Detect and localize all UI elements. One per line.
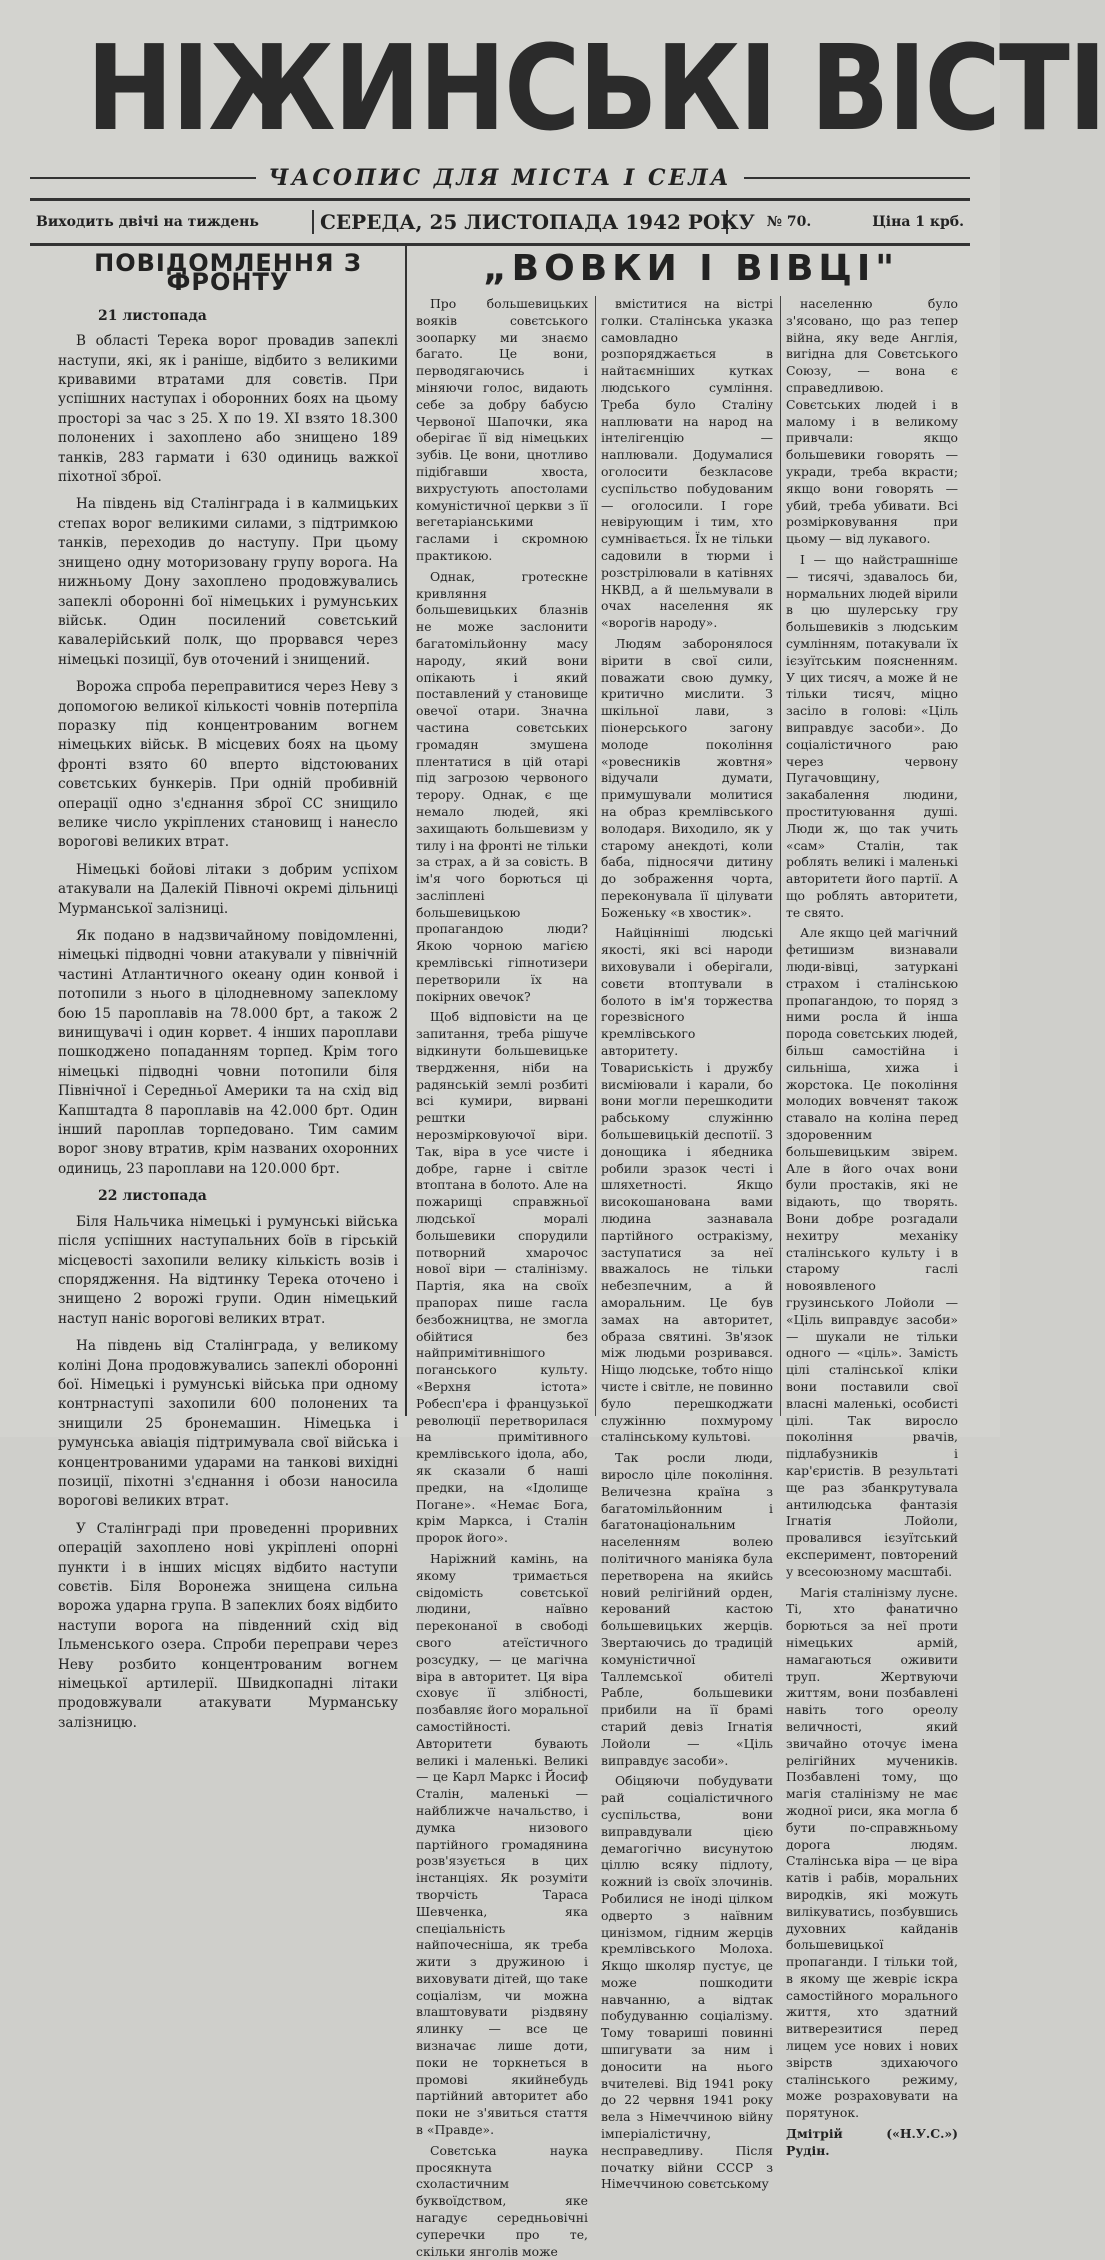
paragraph: Як подано в надзвичайному повідомленні, німецькі підводні човни атакували у північній частині Атлантичного океану один конвой і потопили з нього в цілодневному запеклому бою 15 пароплавів на 78.000 брт, а також 2 винищувачі і один корвет. 4 інших пароплави пошкоджено попаданням торпед. Крім того німецькі підводні човни потопили біля Північної і Середньої Америки та на схід від Капштадта 8 пароплавів на 42.000 брт. Один інший пароплав торпедовано. Тим самим ворог знову втратив, крім названих охоронних одиниць, 23 пароплави на 120.000 брт.: [58, 928, 398, 1177]
paragraph: Обіцяючи побудувати рай соціалістичного суспільства, вони виправдували цією демагогічно висунутою ціллю всяку підлоту, кожний із своїх злочинів. Робилися не іноді цілком одверто з наївним цинізмом, гідним жерців кремлівського Молоха. Якщо школяр пустує, це може пошкодити навчанню, а відтак побудуванню соціалізму. Тому товариші повинні шпигувати за ним і доносити на нього вчителеві. Від 1941 року до 22 червня 1941 року вела з Німеччиною війну імперіалістичну, несправедливу. Після початку війни СССР з Німеччиною совєтському: [601, 1773, 773, 2192]
issue-number: № 70.: [766, 214, 812, 230]
frequency: Виходить двічі на тиждень: [36, 214, 259, 230]
subtitle-rule-left: [30, 177, 256, 179]
article-column-2: [601, 296, 773, 2192]
subtitle-bar: [30, 160, 970, 196]
column-divider: [780, 296, 781, 1416]
paragraph: Магія сталінізму лусне. Ті, хто фанатично борються за неї проти німецьких армій, намагаються оживити труп. Жертвуючи життям, вони позбавлені навіть того ореолу величності, який звичайно оточує імена релігійних мучеників. Позбавлені тому, що магія сталінізму не має жодної риси, яка могла б бути по-справжньому дорога людям. Сталінська віра — це віра катів і рабів, моральних виродків, які можуть вилікуватись, позбувшись духовних кайданів большевицької пропаганди. І тільки той, в якому ще жевріє іскра самостійного морального життя, хто здатний витверезитися перед лицем усе нових і нових звірств здихаючого сталінського режиму, може розраховувати на порятунок.: [786, 1584, 958, 2121]
paragraph: Наріжний камінь, на якому тримається свідомість совєтської людини, наївно переконаної в свободі свого атеїстичного розсудку, — це магічна віра в авторитет. Ця віра сховує її злібності, позбавляє його моральної самостійності. Авторитети бувають великі і маленькі. Великі — це Карл Маркс і Йосиф Сталін, маленькі — найближче начальство, і думка низового партійного громадянина розв'язується в цих інстанціях. Як розуміти творчість Тараса Шевченка, яка спеціальність найпочесніша, як треба жити з дружиною і виховувати дітей, що таке соціалізм, чи можна влаштовувати різдвяну ялинку — все це визначає лише доти, поки не торкнеться в промові якийнебудь партійний авторитет або поки не з'явиться стаття в «Правде».: [416, 1550, 588, 2138]
paragraph: Найцінніші людські якості, які всі народи виховували і оберігали, совєти втоптували в болото в ім'я торжества горезвісного кремлівського авторитету. Товариськість і дружбу висміювали і карали, бо вони могли перешкодити рабському служінню большевицькій деспотії. З донощика і ябедника робили зразок честі і шляхетності. Якщо високошанована вами людина зазнавала партійного остракізму, заступатися за неї вважалось не тільки небезпечним, а й аморальним. Це був замах на авторитет, образа святині. Зв'язок між людьми розривався. Ніщо людське, тобто ніщо чисте і світле, не повинно було перешкоджати служінню похмурому сталінському культові.: [601, 925, 773, 1445]
newspaper-title: НІЖИНСЬКІ ВІСТІ: [86, 19, 1105, 157]
paragraph: Совєтська наука просякнута схоластичним буквоїдством, яке нагадує середньовічні суперечки про те, скільки янголів може: [416, 2142, 588, 2259]
paragraph: У Сталінграді при проведенні проривних операцій захоплено нові укріплені опорні пункти і в інших місцях відбито наступи совєтів. Біля Воронежа знищена сильна ворожа ударна група. В запеклих боях відбито наступи ворога на південний схід від Ільменського озера. Спроби переправи через Неву розбито концентрованим вогнем німецької артилерії. Швидкопадні літаки продовжували атакувати Мурманську залізницю.: [58, 1520, 398, 1731]
paragraph: Ворожа спроба переправитися через Неву з допомогою великої кількості човнів потерпіла поразку під концентрованим вогнем німецьких військ. В місцевих боях на цьому фронті взято 60 вперто відстоюваних совєтських бункерів. При одній пробивній операції одно з'єднання зброї СС знищило велике число укріплених становищ і нанесло ворогові великих втрат.: [58, 679, 398, 851]
article-title: „ВОВКИ І ВІВЦІ": [483, 248, 899, 289]
article-column-1: [416, 296, 588, 2259]
paragraph: І — що найстрашніше — тисячі, здавалось би, нормальних людей вірили в цю шулерську гру большевиків з людським сумлінням, потакували їх ієзуїтським поясненням. У цих тисяч, а може й не тільки тисяч, міцно засіло в голові: «Ціль виправдує засоби». До соціалістичного раю через червону Пугачовщину, закабалення людини, проституювання душі. Люди ж, що так учить «сам» Сталін, так роблять великі і маленькі авторитети його партії. А що роблять авторитети, те свято.: [786, 551, 958, 920]
paragraph: вміститися на вістрі голки. Сталінська указка самовладно розпоряджається в найтаємніших кутках людського сумління. Треба було Сталіну наплювати на народ на інтелігенцію — наплювали. Додумалися оголосити безкласове суспільство побудованим — оголосили. І горе невірующим і тим, хто сумнівається. Їх не тільки садовили в тюрми і розстрілювали в катівнях НКВД, а й шельмували в очах населення як «ворогів народу».: [601, 296, 773, 631]
column-divider: [405, 246, 407, 1416]
paragraph: Так росли люди, виросло ціле покоління. Величезна країна з багатомільйонним і багатонаціональним населенням волею політичного маніяка була перетворена на якийсь новий релігійний орден, керований кастою большевицьких жерців. Звертаючись до традицій комуністичної Таллемської обителі Рабле, большевики прибили на її брамі старий девіз Ігнатія Лойоли — «Ціль виправдує засоби».: [601, 1450, 773, 1768]
paragraph: Про большевицьких вояків совєтського зоопарку ми знаємо багато. Це вони, перводягаючись і міняючи голос, видають себе за добру бабусю Червоної Шапочки, яка оберігає її від німецьких зубів. Це вони, цнотливо підібгавши хвоста, вихрустують апостолами комуністичної церкви з її вегетаріанськими гаслами і скромною практикою.: [416, 296, 588, 563]
source: («Н.У.С.»): [886, 2126, 958, 2142]
paragraph: Німецькі бойові літаки з добрим успіхом атакували на Далекій Півночі окремі дільниці Мурманської залізниці.: [58, 861, 398, 917]
paragraph: Однак, гротескне кривляння большевицьких блазнів не може заслонити багатомільйонну масу народу, який вони опікають і який поставлений у становище овечої отари. Значна частина совєтських громадян змушена плентатися в цій отарі під загрозою червоного терору. Однак, є ще немало людей, які захищають большевизм у тилу і на фронті не тільки за страх, а й за совість. В ім'я чого борються ці засліплені большевицькою пропагандою люди? Якою чорною магією кремлівські гіпнотизери перетворили їх на покірних овечок?: [416, 568, 588, 1004]
paragraph: Щоб відповісти на це запитання, треба рішуче відкинути большевицьке твердження, ніби на радянській землі розбиті всі кумири, вирвані рештки нерозмірковуючої віри. Так, віра в усе чисте і добре, гарне і світле втоптана в болото. Але на пожарищі справжньої людської моралі большевики спорудили потворний хмарочос нової віри — сталінізму. Партія, яка на своїх прапорах пише гасла безбожництва, не змогла обійтися без найпримітивнішого поганського культу. «Верхня істота» Робесп'єра і французької революції перетворилася на примітивного кремлівського ідола, або, як сказали б наші предки, на «Ідолище Погане». «Немає Бога, крім Маркса, і Сталін пророк його».: [416, 1009, 588, 1546]
article-signature: [786, 2126, 958, 2160]
paragraph: населенню було з'ясовано, що раз тепер війна, яку веде Англія, вигідна для Совєтського Союзу, — вона є справедливою. Совєтських людей і в малому і в великому привчали: якщо большевики говорять — укради, треба вкрасти; якщо вони говорять — убий, треба убивати. Всі розмірковування при цьому — від лукавого.: [786, 296, 958, 547]
issue-info-bar: [30, 198, 970, 246]
masthead: [30, 18, 1105, 158]
paragraph: Але якщо цей магічний фетишизм визнавали люди-вівці, затуркані страхом і сталінською пропагандою, то поряд з ними росла й інша порода совєтських людей, більш самостійна і сильніша, хижа і жорстока. Це покоління молодих вовченят також ставало на коліна перед здоровенним большевицьким звірем. Але в його очах вони були простаків, які не відають, що творять. Вони добре розгадали нехитру механіку сталінського культу і в старому гаслі новоявленого грузинського Лойоли — «Ціль виправдує засоби» — шукали не тільки одного — «ціль». Замість цілі сталінської кліки вони поставили свої власні маленькі, особисті цілі. Так виросло покоління рвачів, підлабузників і кар'єристів. В результаті ще раз збанкрутувала антилюдська фантазія Ігнатія Лойоли, провалився ієзуїтський експеримент, повторений у всесоюзному масштабі.: [786, 925, 958, 1579]
paragraph: В області Терека ворог провадив запеклі наступи, які, як і раніше, відбито з великими кривавими втратами для совєтів. При успішних наступах і оборонних боях на цьому просторі за час з 25. X по 19. XI взято 18.300 полонених і захоплено або знищено 189 танків, 283 гармати і 630 одиниць важкої піхотної зброї.: [58, 333, 398, 486]
article-column-3: [786, 296, 958, 2158]
subtitle-rule-right: [744, 177, 970, 179]
front-report-column: [58, 246, 398, 1731]
paragraph: Біля Нальчика німецькі і румунські війська після успішних наступальних боїв в гірській місцевості захопили велику кількість возів і спорядження. На відтинку Терека оточено і знищено 2 ворожі групи. Один німецький наступ наніс ворогові великих втрат.: [58, 1213, 398, 1327]
paragraph: На південь від Сталінграда і в калмицьких степах ворог великими силами, з підтримкою танків, переходив до наступу. При цьому знищено одну моторизовану групу ворога. На нижньому Дону захоплено продовжувались запеклі оборонні бої німецьких і румунських військ. Один посилений совєтський кавалерійський полк, що прорвався через німецькі позиції, був оточений і знищений.: [58, 496, 398, 668]
author: Дмітрій Рудін.: [786, 2126, 843, 2158]
newspaper-subtitle: ЧАСОПИС ДЛЯ МІСТА І СЕЛА: [268, 165, 732, 191]
report-date: 22 листопада: [98, 1188, 207, 1205]
front-report-heading: ПОВІДОМЛЕННЯ З ФРОНТУ: [94, 249, 362, 297]
paragraph: Людям заборонялося вірити в свої сили, поважати свою думку, критично мислити. З шкільної лави, з піонерського загону молоде покоління «ровесників жовтня» відучали думати, примушували молитися на образ кремлівського володаря. Виходило, як у старому анекдоті, коли баба, підносячи дитину до зображення чорта, переконувала її цілувати Боженьку «в хвостик».: [601, 635, 773, 920]
column-divider: [595, 296, 596, 1416]
issue-date: СЕРЕДА, 25 ЛИСТОПАДА 1942 РОКУ: [312, 210, 728, 234]
report-date: 21 листопада: [98, 307, 207, 324]
price: Ціна 1 крб.: [872, 214, 964, 230]
paragraph: На південь від Сталінграда, у великому коліні Дона продовжувались запеклі оборонні бої. Німецькі і румунські війська при одному контрнаступі захопили 600 полонених та знищили 25 бронемашин. Німецька і румунська авіація підтримувала свої війська і концентрованими ударами на танкові вихідні позиції, піхотні з'єднання і обози наносила ворогові великих втрат.: [58, 1338, 398, 1510]
